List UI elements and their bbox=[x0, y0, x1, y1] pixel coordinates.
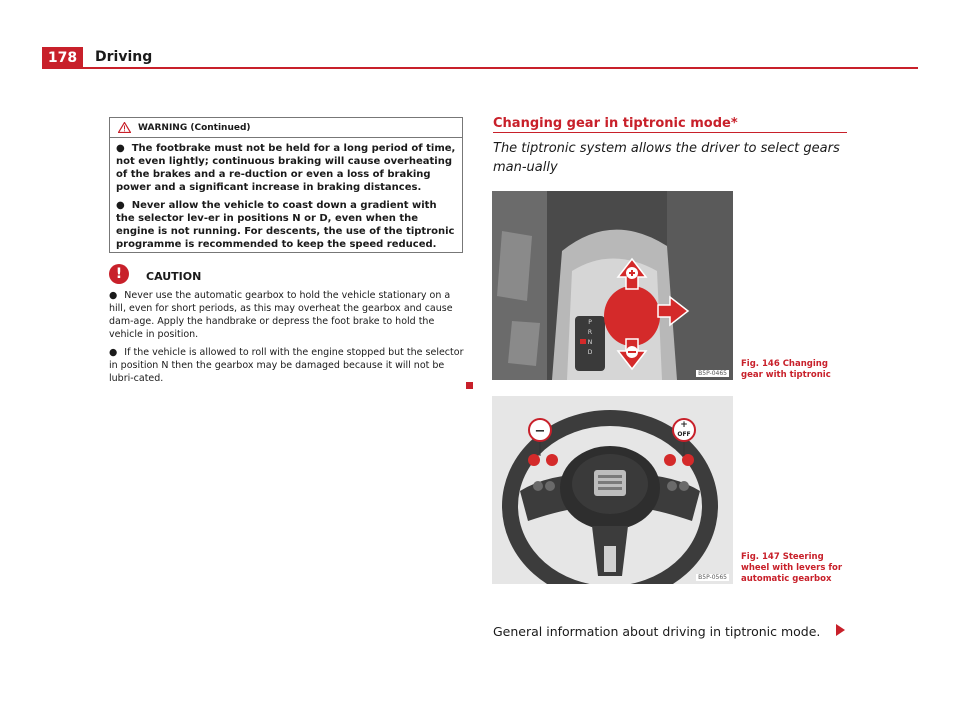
page-number: 178 bbox=[42, 47, 83, 69]
section-intro: The tiptronic system allows the driver to select gears man-ually bbox=[493, 141, 840, 175]
warning-box bbox=[109, 117, 463, 253]
svg-text:+: + bbox=[680, 420, 688, 430]
figure-code: B5P-0465 bbox=[698, 370, 727, 377]
steering-wheel-illustration bbox=[492, 396, 733, 584]
svg-text:N: N bbox=[587, 339, 593, 346]
svg-text:D: D bbox=[587, 349, 593, 356]
body-text: General information about driving in tiptronic mode. bbox=[493, 624, 821, 639]
section-end-marker bbox=[466, 382, 473, 389]
page-header-title: Driving bbox=[95, 49, 153, 65]
gear-selector-illustration bbox=[492, 191, 733, 380]
warning-heading bbox=[110, 118, 462, 138]
minus-lever-label: − bbox=[534, 424, 546, 439]
caution-label: CAUTION bbox=[146, 270, 202, 283]
warning-item: ● The footbrake must not be held for a long period of time, not even lightly; continuous braking will cause overheating of the brakes and a re-duction or even a loss of braking power and a significant increase in braking distances. bbox=[116, 143, 456, 193]
caution-body bbox=[109, 289, 465, 390]
section-rule bbox=[493, 132, 847, 133]
caution-icon: ! bbox=[109, 264, 129, 284]
figure-code: B5P-0565 bbox=[698, 574, 727, 581]
caution-item: ● Never use the automatic gearbox to hold the vehicle stationary on a hill, even for short periods, as this may overheat the gearbox and cause dam-age. Apply the handbrake or depress the foot brake to hold the vehicle in position. bbox=[109, 290, 453, 340]
figure-steering-wheel bbox=[492, 396, 733, 584]
warning-item: ● Never allow the vehicle to coast down a gradient with the selector lev-er in positions N or D, even when the engine is not running. For descents, the use of the tiptronic programme is recommended to keep the speed reduced. bbox=[116, 200, 455, 250]
warning-triangle-icon bbox=[118, 122, 131, 133]
figure-gear-selector bbox=[492, 191, 733, 380]
continue-arrow-icon bbox=[836, 624, 845, 636]
figure-caption: Fig. 147 Steering wheel with levers for automatic gearbox bbox=[741, 552, 843, 584]
section-title: Changing gear in tiptronic mode* bbox=[493, 116, 738, 131]
header-rule bbox=[42, 67, 918, 69]
caution-item: ● If the vehicle is allowed to roll with the engine stopped but the selector in position N then the gearbox may be damaged because it will not be lubri-cated. bbox=[109, 347, 464, 384]
figure-caption: Fig. 146 Changing gear with tiptronic bbox=[741, 359, 831, 380]
warning-heading-text: WARNING (Continued) bbox=[138, 122, 251, 133]
caution-heading bbox=[109, 264, 201, 284]
svg-text:R: R bbox=[587, 329, 593, 336]
off-lever-label: OFF bbox=[677, 431, 691, 438]
svg-text:P: P bbox=[588, 319, 592, 326]
